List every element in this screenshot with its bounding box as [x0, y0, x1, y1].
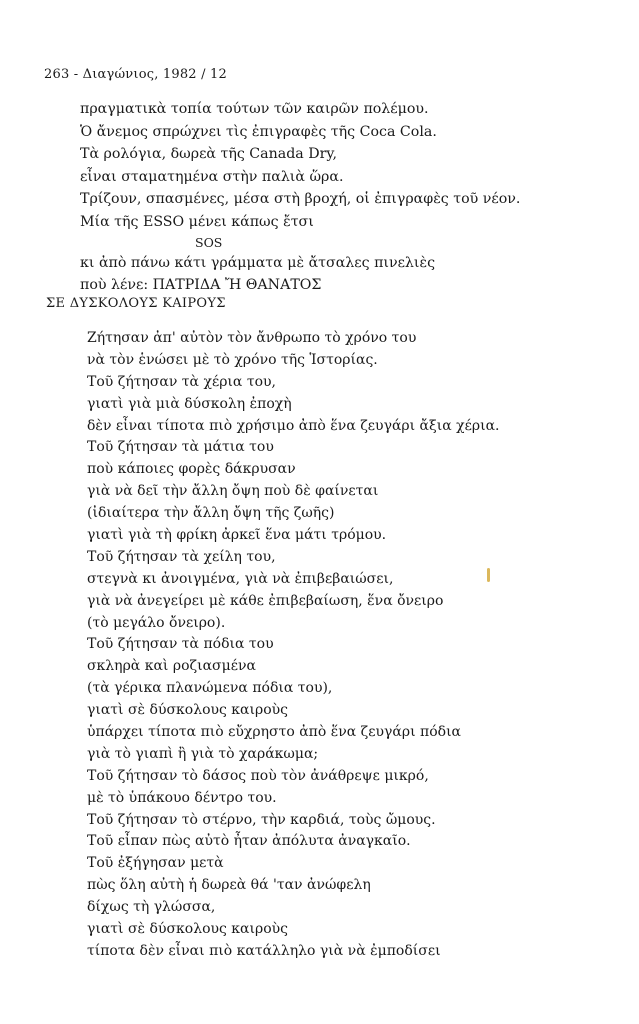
poem-line: Ζήτησαν ἀπ' αὐτὸν τὸν ἄνθρωπο τὸ χρόνο του: [87, 330, 417, 346]
poem-line: γιὰ νὰ ἀνεγείρει μὲ κάθε ἐπιβεβαίωση, ἕνα ὄνειρο: [87, 592, 444, 609]
stanza-line: Μία τῆς ESSO μένει κάπως ἔτσι: [80, 213, 314, 230]
stanza-line: ποὺ λένε: ΠΑΤΡΙΔΑ Ἤ ΘΑΝΑΤΟΣ: [80, 277, 322, 294]
poem-line: Τοῦ ζήτησαν τὰ χείλη του,: [87, 548, 276, 565]
poem-line: (ἰδιαίτερα τὴν ἄλλη ὄψη τῆς ζωῆς): [87, 505, 335, 522]
poem-body: [87, 328, 499, 963]
poem-line: γιατὶ γιὰ τὴ φρίκη ἀρκεῖ ἕνα μάτι τρόμου.: [87, 527, 387, 544]
poem-line: (τὰ γέρικα πλανώμενα πόδια του),: [87, 680, 333, 697]
stanza-line: κι ἀπὸ πάνω κάτι γράμματα μὲ ἄτσαλες πινελιὲς: [80, 254, 436, 271]
poem-line: γιατὶ γιὰ μιὰ δύσκολη ἐποχὴ: [87, 395, 292, 412]
top-stanza: [80, 98, 520, 297]
poem-line: δίχως τὴ γλώσσα,: [87, 899, 216, 916]
poem-line: Τοῦ εἶπαν πὼς αὐτὸ ἦταν ἀπόλυτα ἀναγκαῖο.: [87, 833, 411, 850]
poem-line: Τοῦ ζήτησαν τὰ χέρια του,: [87, 373, 276, 390]
poem-line: ὑπάρχει τίποτα πιὸ εὔχρηστο ἀπὸ ἕνα ζευγάρι πόδια: [87, 724, 462, 741]
poem-line: νὰ τὸν ἑνώσει μὲ τὸ χρόνο τῆς Ἱστορίας.: [87, 351, 378, 368]
stanza-line: Τρίζουν, σπασμένες, μέσα στὴ βροχή, οἱ ἐπιγραφὲς τοῦ νέον.: [80, 191, 521, 208]
stanza-line: πραγματικὰ τοπία τούτων τῶν καιρῶν πολέμου.: [80, 101, 429, 117]
poem-line: Τοῦ ζήτησαν τὰ μάτια του: [87, 439, 274, 456]
poem-line: τίποτα δὲν εἶναι πιὸ κατάλληλο γιὰ νὰ ἐμποδίσει: [87, 942, 441, 959]
poem-line: Τοῦ ζήτησαν τὰ πόδια του: [87, 636, 274, 653]
highlighter-mark: [487, 568, 490, 582]
poem-line: Τοῦ ζήτησαν τὸ δάσος ποὺ τὸν ἀνάθρεψε μικρό,: [87, 767, 429, 784]
poem-line: Τοῦ ζήτησαν τὸ στέρνο, τὴν καρδιά, τοὺς ὤμους.: [87, 811, 436, 828]
poem-line: στεγνὰ κι ἀνοιγμένα, γιὰ νὰ ἐπιβεβαιώσει,: [87, 570, 394, 587]
stanza-line: εἶναι σταματημένα στὴν παλιὰ ὥρα.: [80, 168, 344, 185]
poem-line: ποὺ κάποιες φορὲς δάκρυσαν: [87, 461, 296, 478]
stanza-line: Τὰ ρολόγια, δωρεὰ τῆς Canada Dry,: [80, 146, 338, 163]
poem-line: μὲ τὸ ὑπάκουο δέντρο του.: [87, 789, 277, 806]
poem-line: δὲν εἶναι τίποτα πιὸ χρήσιμο ἀπὸ ἕνα ζευγάρι ἄξια χέρια.: [87, 417, 500, 434]
poem-line: γιὰ νὰ δεῖ τὴν ἄλλη ὄψη ποὺ δὲ φαίνεται: [87, 483, 379, 500]
poem-line: Τοῦ ἐξήγησαν μετὰ: [87, 855, 224, 872]
poem-line: σκληρὰ καὶ ροζιασμένα: [87, 658, 256, 675]
poem-line: πὼς ὅλη αὐτὴ ἡ δωρεὰ θά 'ταν ἀνώφελη: [87, 877, 371, 894]
poem-line: γιατὶ σὲ δύσκολους καιροὺς: [87, 702, 288, 719]
running-header: 263 - Διαγώνιος, 1982 / 12: [44, 67, 227, 82]
poem-line: γιατὶ σὲ δύσκολους καιροὺς: [87, 921, 288, 938]
stanza-line-sos: SOS: [195, 234, 223, 250]
stanza-line: Ὁ ἄνεμος σπρώχνει τὶς ἐπιγραφὲς τῆς Coca Cola.: [80, 123, 437, 140]
poem-title: ΣΕ ΔΥΣΚΟΛΟΥΣ ΚΑΙΡΟΥΣ: [46, 296, 226, 311]
poem-line: (τὸ μεγάλο ὄνειρο).: [87, 614, 226, 631]
poem-line: γιὰ τὸ γιαπὶ ἢ γιὰ τὸ χαράκωμα;: [87, 745, 319, 762]
